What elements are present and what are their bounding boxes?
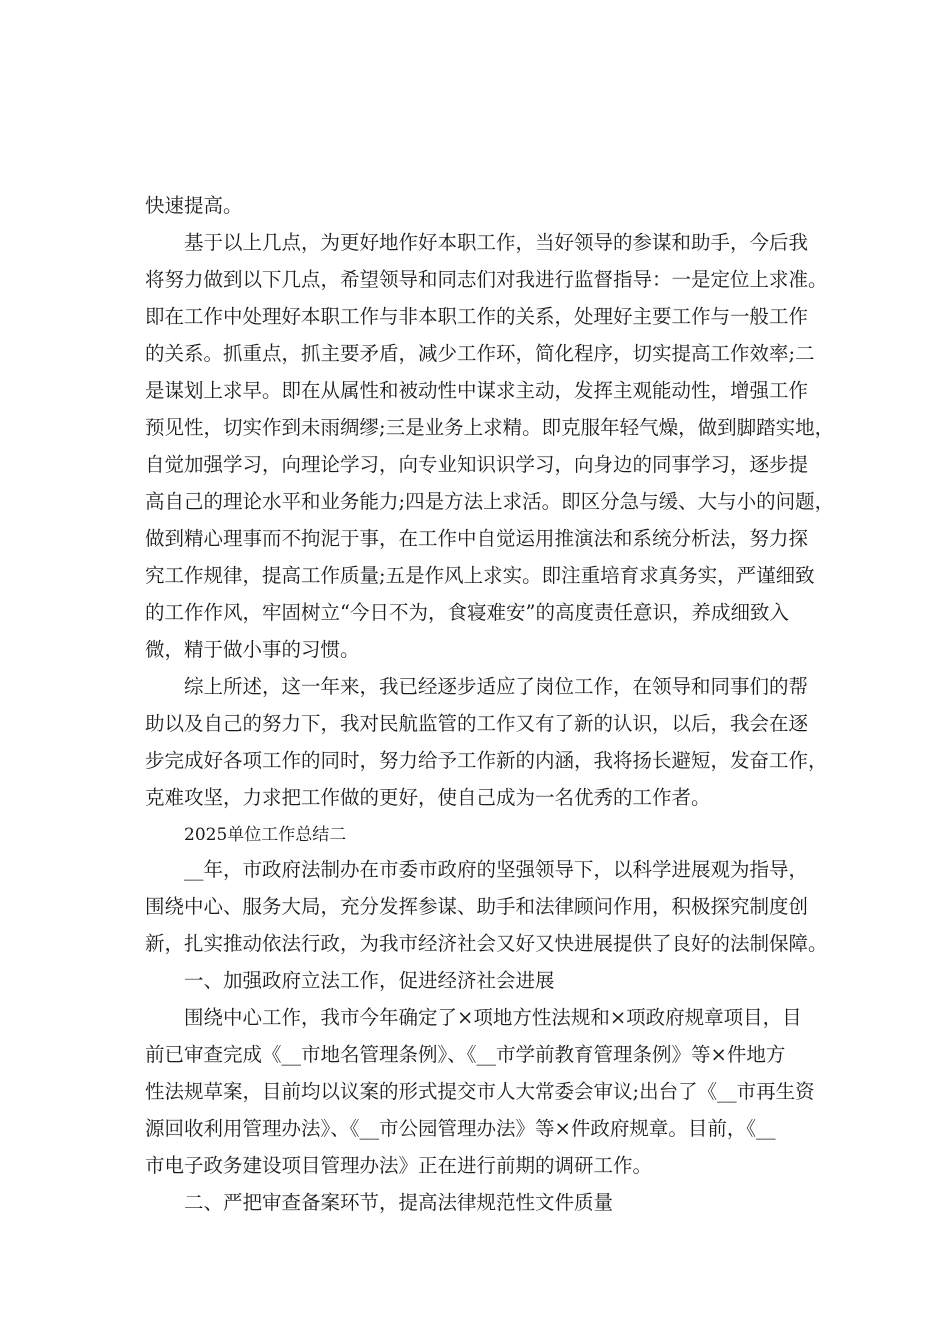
paragraph-first-line: 围绕中心工作，我市今年确定了×项地方性法规和×项政府规章项目，目 — [184, 1006, 802, 1029]
text-line: 即在工作中处理好本职工作与非本职工作的关系，处理好主要工作与一般工作 — [145, 305, 809, 328]
text-line: 性法规草案，目前均以议案的形式提交市人大常委会审议;出台了《__市再生资 — [145, 1080, 815, 1103]
text-line: 步完成好各项工作的同时，努力给予工作新的内涵，我将扬长避短，发奋工作， — [145, 749, 828, 772]
paragraph-first-line: 综上所述，这一年来，我已经逐步适应了岗位工作，在领导和同事们的帮 — [184, 675, 809, 698]
text-line: 前已审查完成《__市地名管理条例》、《__市学前教育管理条例》等×件地方 — [145, 1043, 786, 1066]
text-line: 预见性，切实作到未雨绸缪;三是业务上求精。即克服年轻气燥，做到脚踏实地， — [145, 416, 835, 439]
paragraph-first-line: __年，市政府法制办在市委市政府的坚强领导下，以科学进展观为指导， — [184, 858, 809, 881]
text-line: 市电子政务建设项目管理办法》正在进行前期的调研工作。 — [145, 1154, 653, 1177]
text-line: 的工作作风，牢固树立“今日不为，食寝难安”的高度责任意识，养成细致入 — [145, 601, 789, 624]
section-heading: 二、严把审查备案环节，提高法律规范性文件质量 — [184, 1191, 614, 1214]
text-line: 高自己的理论水平和业务能力;四是方法上求活。即区分急与缓、大与小的问题， — [145, 490, 835, 513]
text-line: 是谋划上求早。即在从属性和被动性中谋求主动，发挥主观能动性，增强工作 — [145, 379, 809, 402]
text-line: 围绕中心、服务大局，充分发挥参谋、助手和法律顾问作用，积极探究制度创 — [145, 895, 809, 918]
text-line: 的关系。抓重点，抓主要矛盾，减少工作环，简化程序，切实提高工作效率;二 — [145, 342, 815, 365]
section-heading: 2025单位工作总结二 — [184, 825, 347, 845]
text-line: 新，扎实推动依法行政，为我市经济社会又好又快进展提供了良好的法制保障。 — [145, 932, 828, 955]
text-line: 助以及自己的努力下，我对民航监管的工作又有了新的认识，以后，我会在逐 — [145, 712, 809, 735]
text-line: 微，精于做小事的习惯。 — [145, 638, 360, 661]
text-line: 源回收利用管理办法》、《__市公园管理办法》等×件政府规章。目前，《__ — [145, 1117, 776, 1140]
text-line: 将努力做到以下几点，希望领导和同志们对我进行监督指导：一是定位上求准。 — [145, 268, 828, 291]
section-heading: 一、加强政府立法工作，促进经济社会进展 — [184, 969, 555, 992]
paragraph-first-line: 基于以上几点，为更好地作好本职工作，当好领导的参谋和助手，今后我 — [184, 231, 809, 254]
text-line: 做到精心理事而不拘泥于事，在工作中自觉运用推演法和系统分析法，努力探 — [145, 527, 809, 550]
text-line: 快速提高。 — [145, 194, 243, 217]
text-line: 究工作规律，提高工作质量;五是作风上求实。即注重培育求真务实，严谨细致 — [145, 564, 815, 587]
text-line: 克难攻坚，力求把工作做的更好，使自己成为一名优秀的工作者。 — [145, 786, 711, 809]
text-line: 自觉加强学习，向理论学习，向专业知识识学习，向身边的同事学习，逐步提 — [145, 453, 809, 476]
